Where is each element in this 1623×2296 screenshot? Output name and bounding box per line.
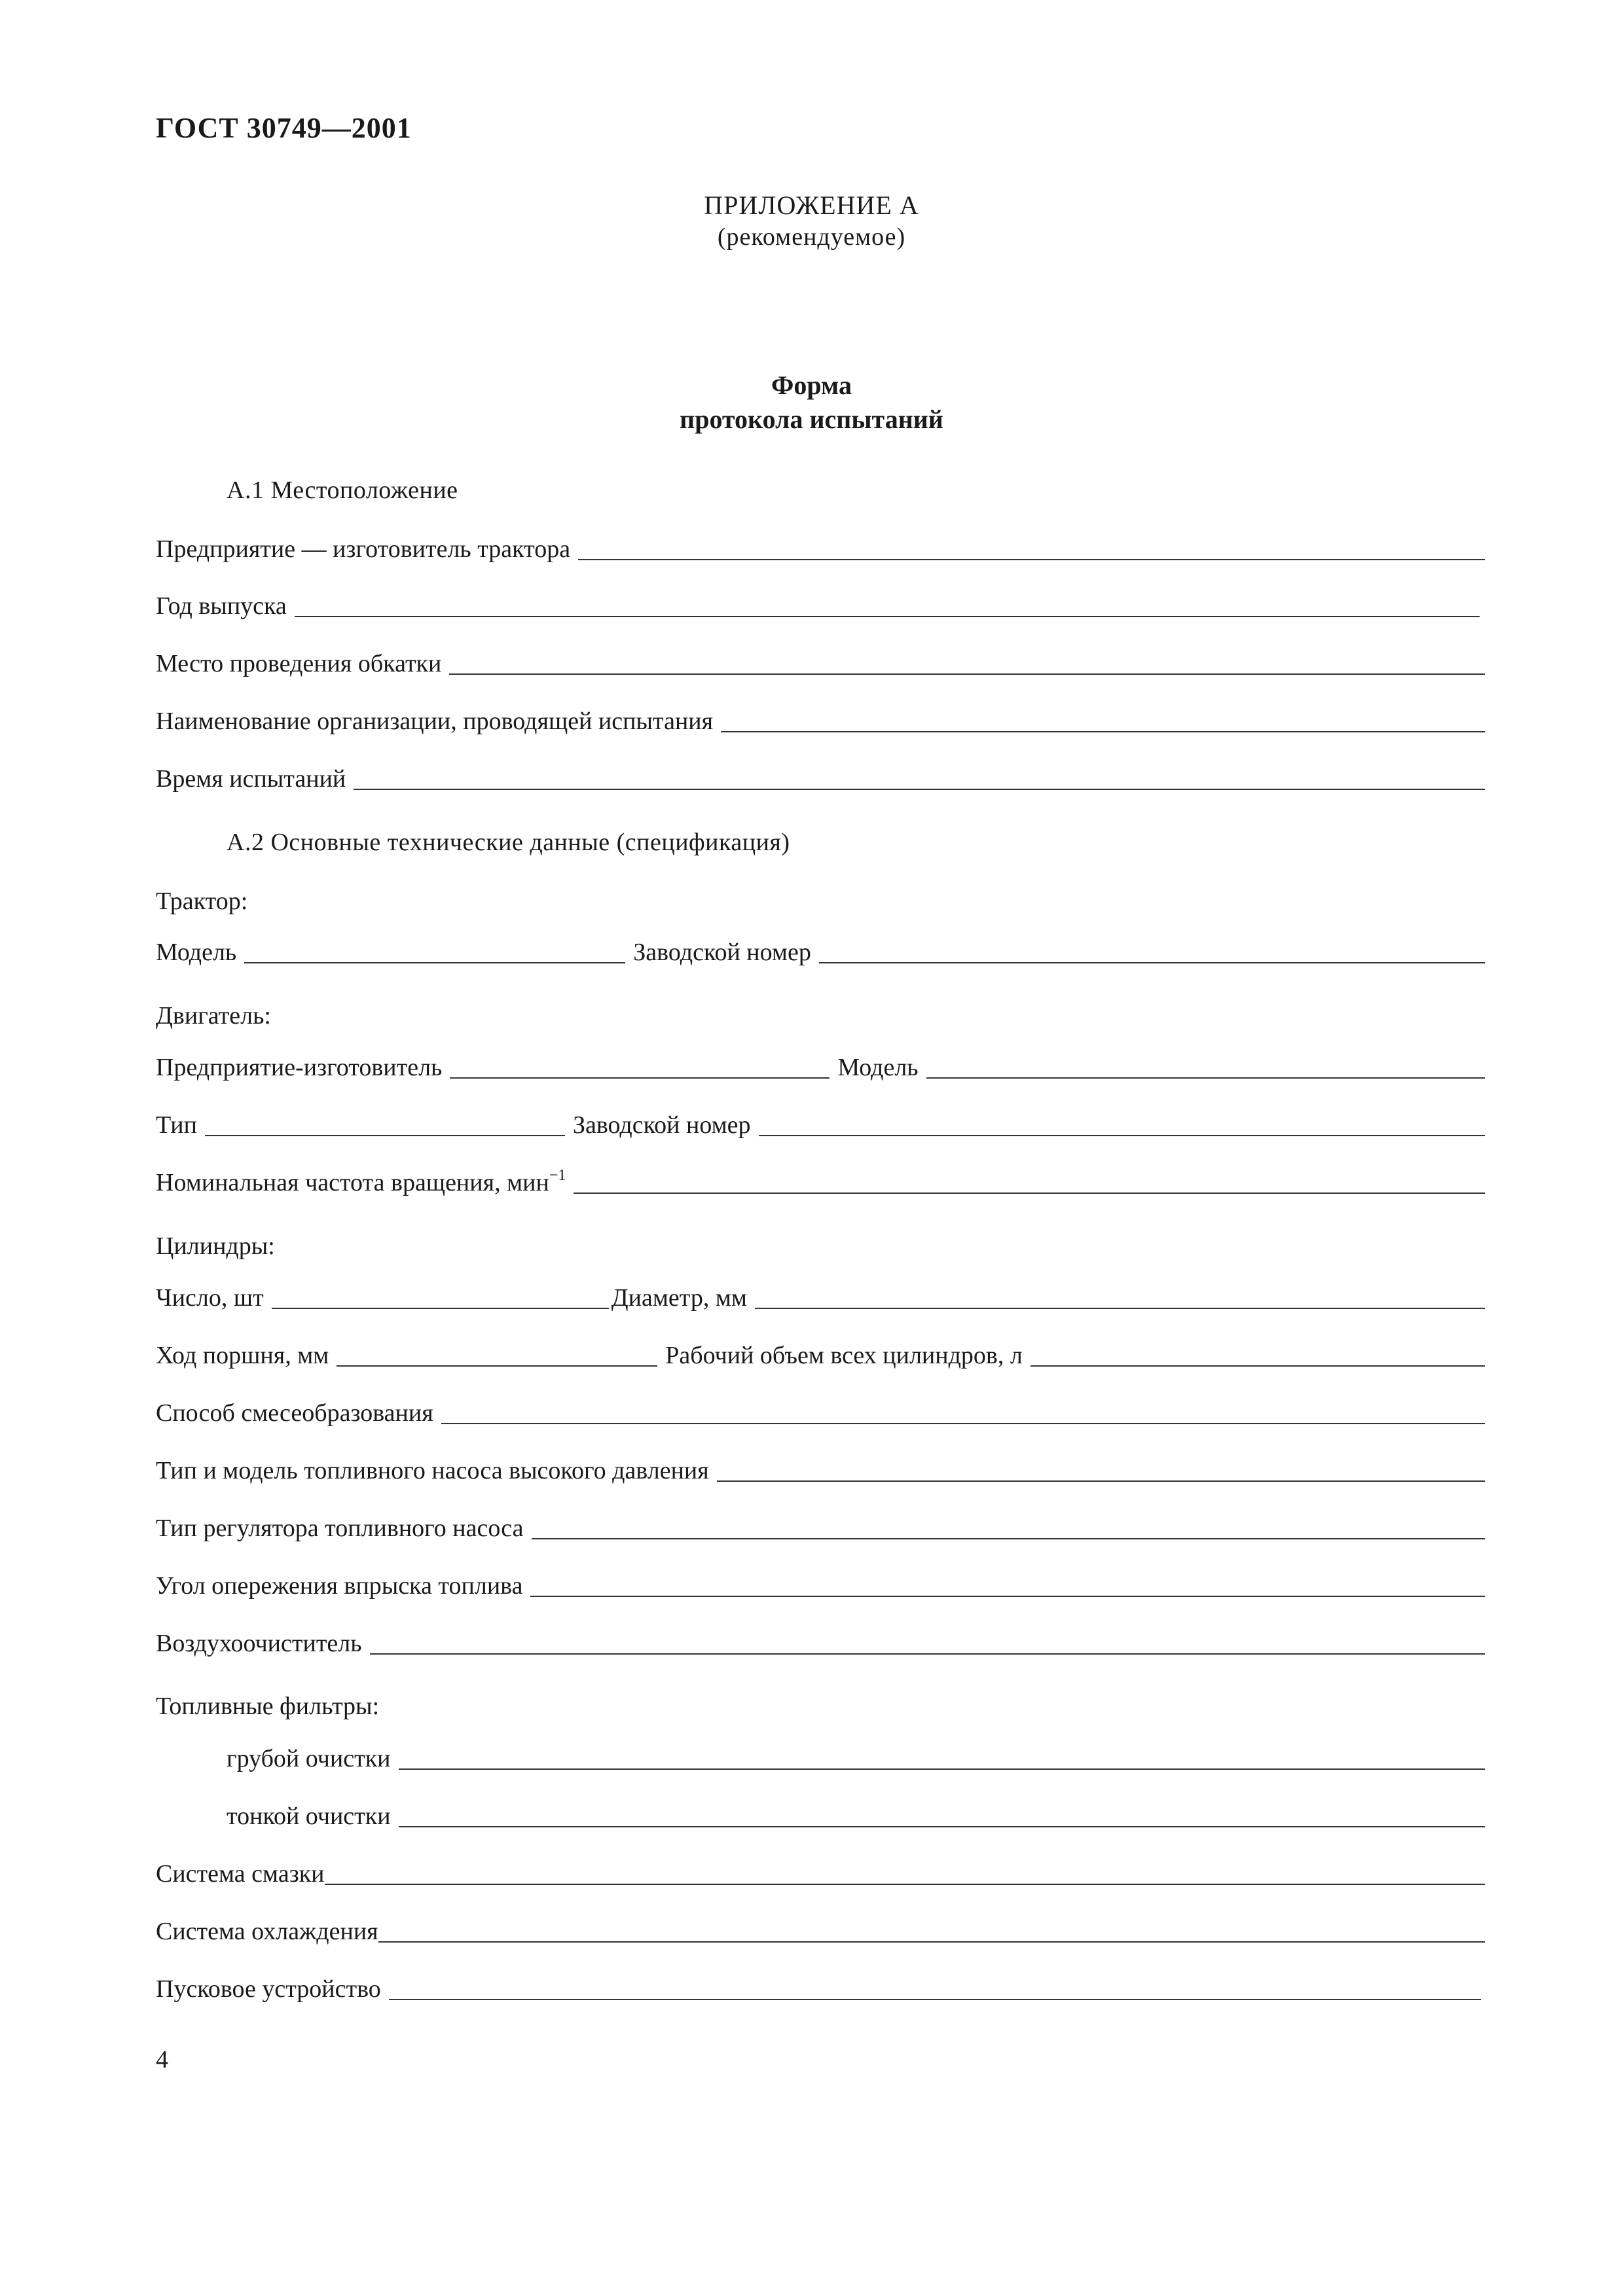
fine-filter-row xyxy=(227,1796,1485,1829)
engine-type-field[interactable] xyxy=(205,1134,565,1136)
tractor-model-row xyxy=(156,932,1485,965)
year-row xyxy=(156,586,1480,619)
rated-speed-row xyxy=(156,1162,1485,1195)
cooling-label: Система охлаждения xyxy=(156,1918,378,1945)
displacement-label: Рабочий объем всех цилиндров, л xyxy=(665,1342,1023,1369)
engine-type-row xyxy=(156,1105,1485,1138)
form-subtitle: протокола испытаний xyxy=(680,404,943,434)
coarse-filter-row xyxy=(227,1738,1485,1771)
year-label: Год выпуска xyxy=(156,592,287,620)
engine-serial-field[interactable] xyxy=(759,1134,1485,1136)
section-a2-heading: А.2 Основные технические данные (спецификация) xyxy=(227,829,790,856)
rated-speed-field[interactable] xyxy=(574,1192,1485,1194)
rated-speed-exponent: −1 xyxy=(549,1167,566,1184)
mixture-label: Способ смесеобразования xyxy=(156,1399,433,1427)
tractor-serial-label: Заводской номер xyxy=(633,939,811,966)
cyl-count-label: Число, шт xyxy=(156,1284,264,1312)
fine-filter-field[interactable] xyxy=(399,1825,1485,1827)
cyl-diameter-label: Диаметр, мм xyxy=(611,1284,747,1312)
fuel-filters-heading: Топливные фильтры: xyxy=(156,1693,380,1720)
mixture-field[interactable] xyxy=(441,1422,1485,1424)
governor-field[interactable] xyxy=(532,1537,1485,1539)
cooling-row xyxy=(156,1911,1485,1944)
page-number: 4 xyxy=(156,2046,168,2073)
starter-label: Пусковое устройство xyxy=(156,1975,381,2003)
engine-manufacturer-label: Предприятие-изготовитель xyxy=(156,1054,443,1081)
engine-model-label: Модель xyxy=(837,1054,919,1081)
injection-angle-field[interactable] xyxy=(530,1595,1485,1597)
tractor-heading: Трактор: xyxy=(156,888,248,915)
lubrication-row xyxy=(156,1854,1485,1886)
run-in-place-label: Место проведения обкатки xyxy=(156,650,442,677)
governor-row xyxy=(156,1508,1485,1541)
test-time-row xyxy=(156,759,1485,791)
coarse-filter-label: грубой очистки xyxy=(227,1745,391,1772)
engine-model-field[interactable] xyxy=(926,1077,1485,1079)
stroke-field[interactable] xyxy=(337,1365,657,1367)
year-field[interactable] xyxy=(295,615,1480,617)
cylinders-row xyxy=(156,1278,1485,1310)
lubrication-label: Система смазки xyxy=(156,1860,325,1888)
mixture-row xyxy=(156,1393,1485,1426)
starter-field[interactable] xyxy=(389,1998,1481,2000)
testing-org-field[interactable] xyxy=(721,730,1485,732)
appendix-subtitle: (рекомендуемое) xyxy=(717,223,906,251)
rated-speed-label: Номинальная частота вращения, мин xyxy=(156,1169,549,1196)
engine-type-label: Тип xyxy=(156,1111,197,1139)
tractor-model-label: Модель xyxy=(156,939,237,966)
form-title: Форма xyxy=(771,370,852,400)
run-in-place-row xyxy=(156,643,1485,676)
test-time-field[interactable] xyxy=(354,788,1485,790)
engine-manufacturer-field[interactable] xyxy=(450,1077,830,1079)
manufacturer-row xyxy=(156,529,1485,562)
engine-serial-label: Заводской номер xyxy=(572,1111,751,1139)
appendix-title: ПРИЛОЖЕНИЕ А xyxy=(704,190,919,220)
injection-angle-label: Угол опережения впрыска топлива xyxy=(156,1572,523,1600)
tractor-model-field[interactable] xyxy=(244,961,625,963)
stroke-row xyxy=(156,1335,1485,1368)
stroke-label: Ход поршня, мм xyxy=(156,1342,329,1369)
pump-label: Тип и модель топливного насоса высокого давления xyxy=(156,1457,709,1484)
cyl-diameter-field[interactable] xyxy=(755,1307,1485,1309)
manufacturer-field[interactable] xyxy=(578,558,1485,560)
air-cleaner-label: Воздухоочиститель xyxy=(156,1630,362,1657)
displacement-field[interactable] xyxy=(1030,1365,1485,1367)
cooling-field[interactable] xyxy=(378,1941,1485,1943)
engine-manufacturer-row xyxy=(156,1047,1485,1080)
section-a1-heading: А.1 Местоположение xyxy=(227,476,458,504)
rated-speed-label-wrap xyxy=(156,1163,574,1195)
lubrication-field[interactable] xyxy=(325,1883,1485,1885)
testing-org-label: Наименование организации, проводящей испытания xyxy=(156,708,714,735)
run-in-place-field[interactable] xyxy=(449,673,1485,675)
tractor-serial-field[interactable] xyxy=(819,961,1485,963)
engine-heading: Двигатель: xyxy=(156,1002,271,1030)
standard-code: ГОСТ 30749—2001 xyxy=(156,112,412,144)
pump-row xyxy=(156,1450,1485,1483)
testing-org-row xyxy=(156,701,1485,734)
test-time-label: Время испытаний xyxy=(156,765,346,793)
cyl-count-field[interactable] xyxy=(272,1307,609,1309)
air-cleaner-field[interactable] xyxy=(370,1653,1485,1655)
pump-field[interactable] xyxy=(717,1480,1485,1482)
fine-filter-label: тонкой очистки xyxy=(227,1803,391,1830)
starter-row xyxy=(156,1969,1481,2001)
governor-label: Тип регулятора топливного насоса xyxy=(156,1515,524,1542)
coarse-filter-field[interactable] xyxy=(399,1768,1486,1770)
air-cleaner-row xyxy=(156,1623,1485,1656)
cylinders-heading: Цилиндры: xyxy=(156,1232,275,1260)
injection-angle-row xyxy=(156,1566,1485,1598)
manufacturer-label: Предприятие — изготовитель трактора xyxy=(156,535,571,563)
